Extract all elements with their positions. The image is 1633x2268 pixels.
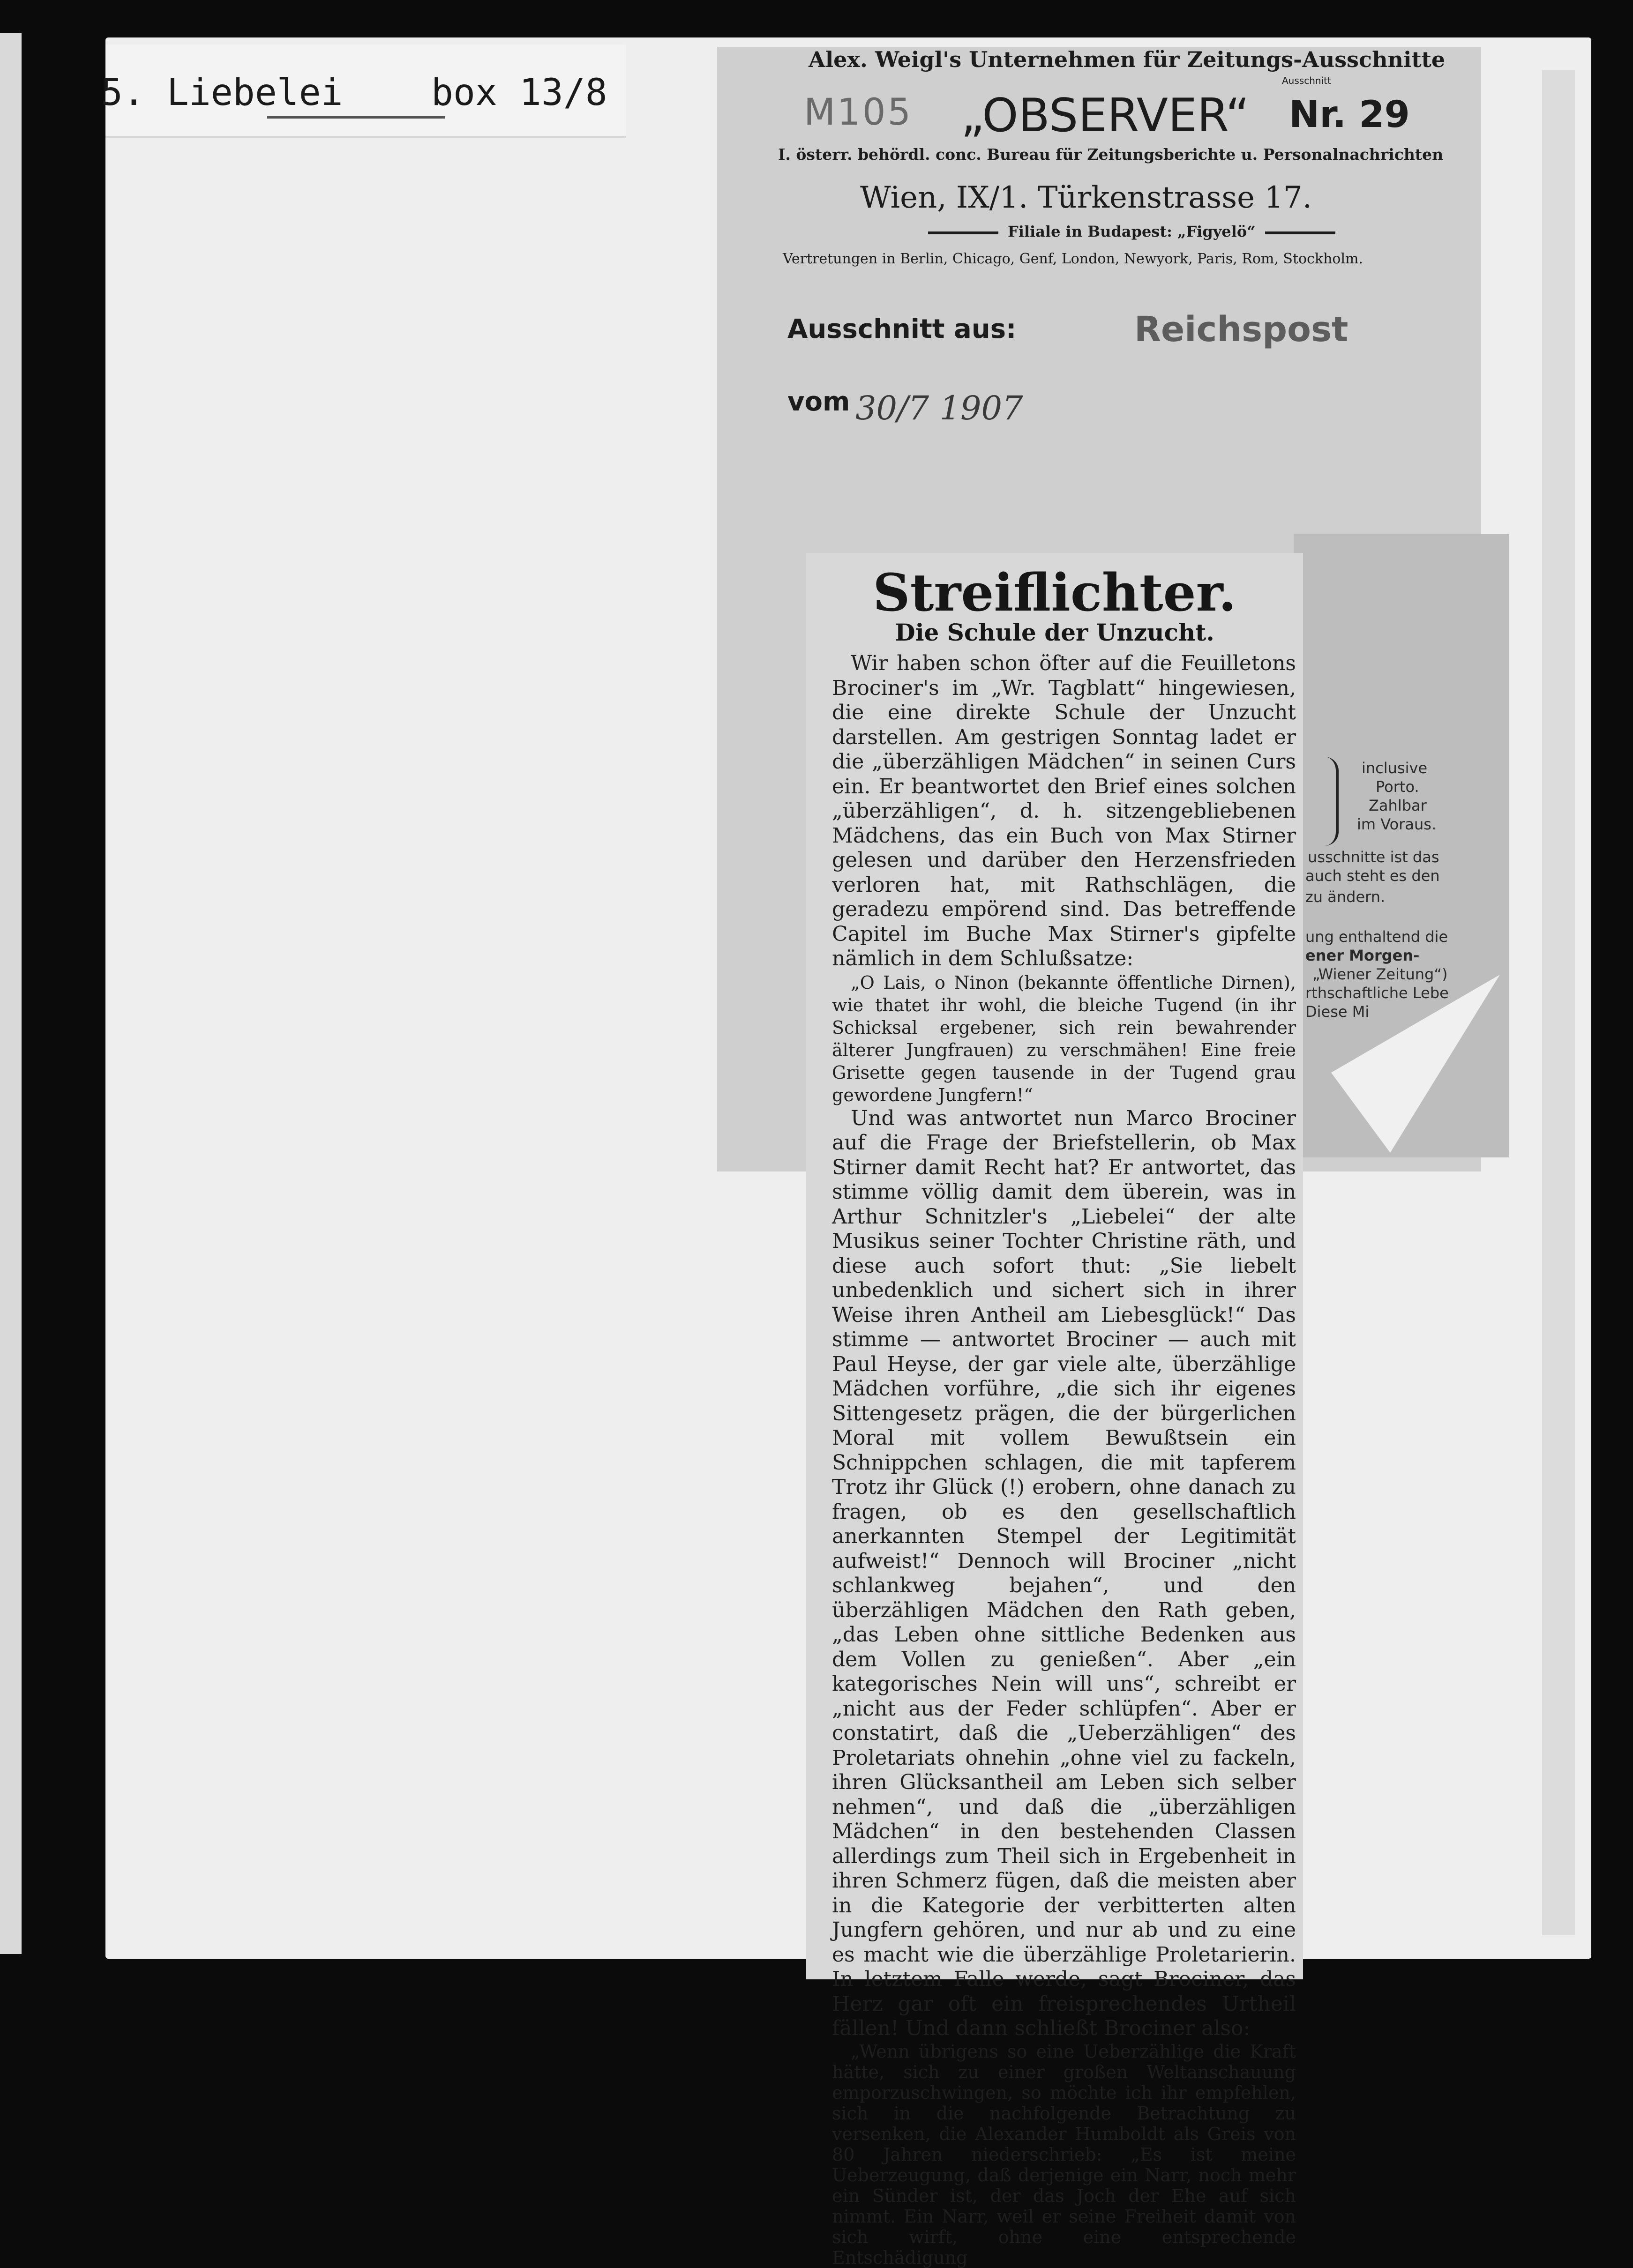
side-fragment: Porto. <box>1376 778 1419 796</box>
side-fragment: usschnitte ist das <box>1308 848 1439 866</box>
representations-line: Vertretungen in Berlin, Chicago, Genf, London, Newyork, Paris, Rom, Stockholm. <box>783 251 1363 267</box>
handwritten-date: 30/7 1907 <box>855 389 1023 427</box>
folder-label-strip <box>101 45 626 138</box>
side-fragment: im Voraus. <box>1357 815 1437 833</box>
clipping-subtitle: Die Schule der Unzucht. <box>895 619 1214 646</box>
brand-title: „OBSERVER“ <box>961 89 1250 142</box>
folder-item-label: 5. Liebelei <box>101 72 343 114</box>
clipping-quote: „O Lais, o Ninon (bekannte öffentliche Dirnen), wie thatet ihr wohl, die bleiche Tugend (in ihr Schicksal ergebener, sich rein bewahrender älterer Jungfrauen) zu verschmähen! Eine freie Grisette gegen tausende in der Tugend grau gewordene Jungfern!“ <box>832 972 1296 1105</box>
branch-text: Filiale in Budapest: „Figyelö“ <box>1008 223 1256 240</box>
clipping-paragraph: Wir haben schon öfter auf die Feuilletons Brociner's im „Wr. Tagblatt“ hingewiesen, die eine direkte Schule der Unzucht darstellen. Am gestrigen Sonntag ladet er die „überzähligen Mädchen“ in seinen Curs ein. Er beantwortet den Brief eines solchen „überzähligen“, d. h. sitzengebliebenen Mädchens, das ein Buch von Max Stirner gelesen und darüber den Herzensfrieden verloren hat, mit Rathschlägen, die geradezu empörend sind. Das betreffende Capitel im Buche Max Stirner's gipfelte nämlich in dem Schlußsatze: <box>832 651 1296 970</box>
small-label: Ausschnitt <box>1282 75 1331 86</box>
side-fragment: Zahlbar <box>1369 797 1427 814</box>
side-fragment: ener Morgen- <box>1305 947 1420 964</box>
branch-line <box>919 223 1345 240</box>
price-bracket <box>1308 757 1339 846</box>
side-fragment: „Wiener Zeitung“) <box>1312 965 1448 983</box>
side-fragment: inclusive <box>1362 759 1428 777</box>
company-line: Alex. Weigl's Unternehmen für Zeitungs-Ausschnitte <box>809 47 1446 72</box>
label-underline <box>267 116 445 119</box>
side-fragment: ung enthaltend die <box>1305 928 1448 946</box>
side-fragment: Diese Mi <box>1305 1003 1370 1021</box>
adjacent-page-edge <box>0 33 22 1954</box>
source-label: Ausschnitt aus: <box>787 314 1017 344</box>
side-fragment: auch steht es den <box>1305 867 1440 885</box>
folder-rim <box>1542 70 1575 1935</box>
clipping-title: Streiflichter. <box>873 562 1236 623</box>
side-fragment: zu ändern. <box>1305 888 1386 906</box>
stamp-number: M105 <box>804 91 913 134</box>
clipping-paragraph: Und was antwortet nun Marco Brociner auf die Frage der Briefstellerin, ob Max Stirner damit Recht hat? Er antwortet, das stimme völlig damit dem überein, was in Arthur Schnitzler's „Liebelei“ der alte Musikus seiner Tochter Christine räth, und diese auch sofort thut: „Sie liebelt unbedenklich und sichert sich in ihrer Weise ihren Antheil am Liebesglück!“ Das stimme — antwortet Brociner — auch mit Paul Heyse, der gar viele alte, überzählige Mädchen vorführe, „die sich ihr eigenes Sittengesetz prägen, die der bürgerlichen Moral mit vollem Bewußtsein ein Schnippchen schlagen, die mit tapferem Trotz ihr Glück (!) erobern, ohne danach zu fragen, ob es den gesellschaftlich anerkannten Stempel der Legitimität aufweist!“ Dennoch will Brociner „nicht schlankweg bejahen“, und den überzähligen Mädchen den Rath geben, „das Leben ohne sittliche Bedenken aus dem Vollen zu genießen“. Aber „ein kategorisches Nein will uns“, schreibt er „nicht aus der Feder schlüpfen“. Aber er constatirt, daß die „Ueberzähligen“ des Proletariats ohnehin „ohne viel zu fackeln, ihren Glücksantheil am Leben sich selber nehmen“, und daß die „überzähligen Mädchen“ in den bestehenden Classen allerdings zum Theil sich in Ergebenheit in ihren Schmerz fügen, daß die meisten aber in die Kategorie der verbitterten alten Jungfern gehören, und nur ab und zu eine es macht wie die überzählige Proletarierin. In letztem Falle werde, sagt Brociner, das Herz gar oft ein freisprechendes Urtheil fällen! Und dann schließt Brociner also: <box>832 1106 1296 2040</box>
notice-number: Nr. 29 <box>1289 94 1410 136</box>
side-fragment: rthschaftliche Lebe <box>1305 984 1449 1002</box>
date-label: vom <box>787 387 850 417</box>
clipping-quote: „Wenn übrigens so eine Ueberzählige die Kraft hätte, sich zu einer großen Weltanschauung emporzuschwingen, so möchte ich ihr empfehlen, sich in die nachfolgende Betrachtung zu versenken, die Alexander Humboldt als Greis von 80 Jahren niederschrieb: „Es ist meine Ueberzeugung, daß derjenige ein Narr, noch mehr ein Sünder ist, der das Joch der Ehe auf sich nimmt. Ein Narr, weil er seine Freiheit damit von sich wirft, ohne eine entsprechende Entschädigung <box>832 2041 1296 2268</box>
address-line: Wien, IX/1. Türkenstrasse 17. <box>860 180 1312 215</box>
clipping-body <box>832 651 1296 2268</box>
bureau-line: I. österr. behördl. conc. Bureau für Zeitungsberichte u. Personalnachrichten <box>778 145 1444 164</box>
folder-box-label: box 13/8 <box>431 72 607 114</box>
source-stamp: Reichspost <box>1134 309 1348 350</box>
